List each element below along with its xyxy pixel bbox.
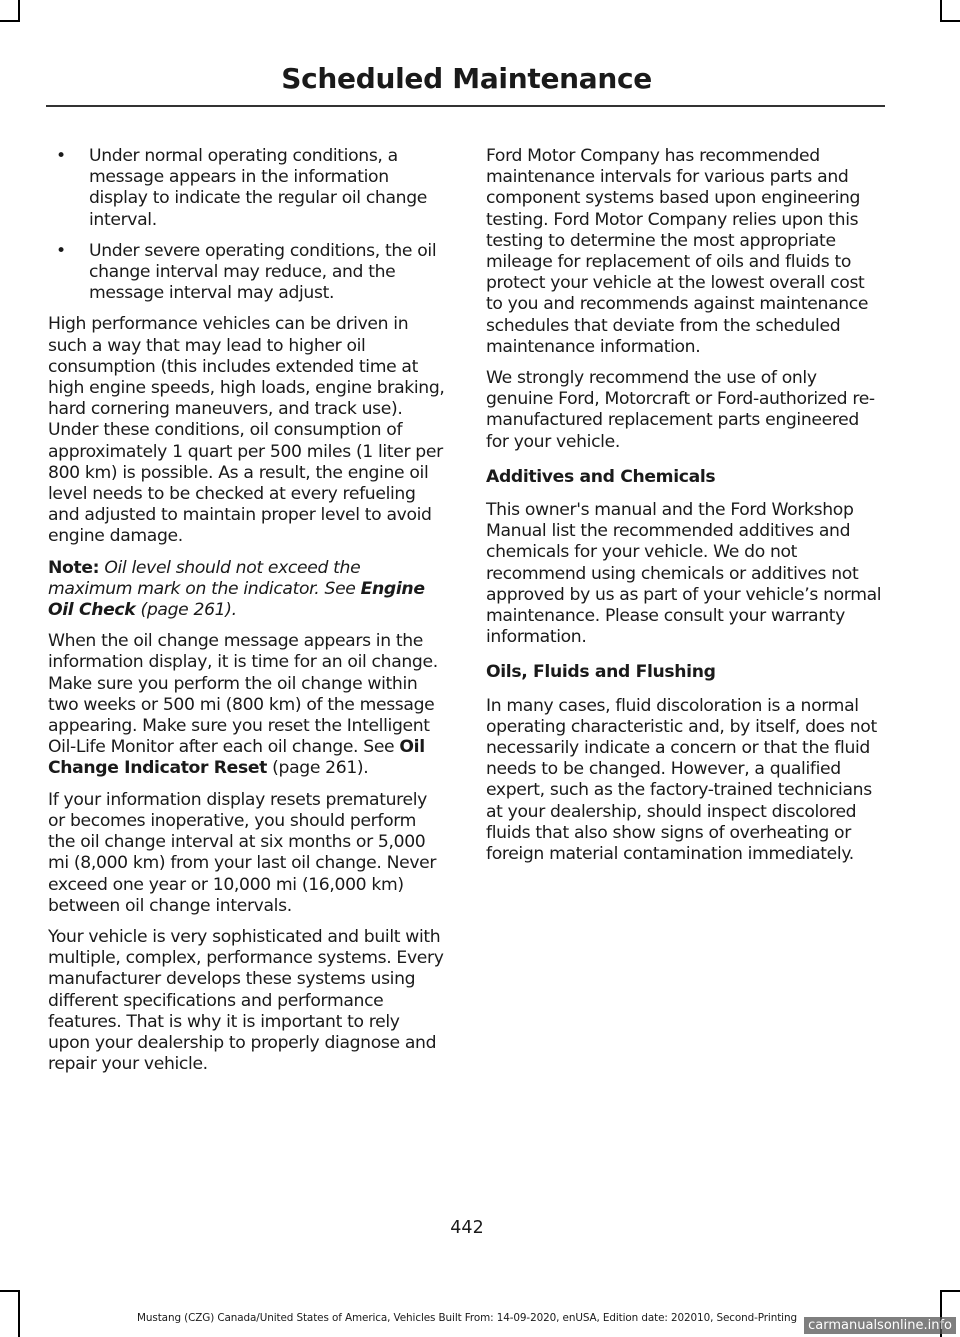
left-column xyxy=(48,146,446,1085)
header-rule xyxy=(46,105,885,107)
paragraph-genuine-parts: We strongly recommend the use of only genuine Ford, Motorcraft or Ford-authorized re-manufactured replacement parts engineered for your vehicle. xyxy=(486,368,875,452)
paragraph-sophisticated: Your vehicle is very sophisticated and built with multiple, complex, performance systems. Every manufacturer develops these systems using different specifications and performance features. That is why it is important to rely upon your dealership to properly diagnose and repair your vehicle. xyxy=(48,926,444,1075)
paragraph-oils-fluids: In many cases, fluid discoloration is a normal operating characteristic and, by itself, does not necessarily indicate a concern or that the fluid needs to be changed. However, a qualified expert, such as the factory-trained technicians at your dealership, should inspect discolored fluids that also show signs of overheating or foreign material contamination immediately. xyxy=(486,695,877,865)
note-page-ref: (page 261). xyxy=(140,600,237,621)
paragraph-oil-change xyxy=(48,631,446,779)
heading-additives: Additives and Chemicals xyxy=(486,466,716,487)
link-engine-oil-check[interactable]: Engine Oil Check xyxy=(48,578,425,621)
page-title: Scheduled Maintenance xyxy=(281,62,652,95)
note-text: Oil level should not exceed the maximum mark on the indicator. See xyxy=(48,557,361,599)
crop-mark-top-left-h xyxy=(0,20,20,22)
right-column xyxy=(486,146,884,875)
note-label: Note: xyxy=(48,557,100,578)
crop-mark-bottom-right-h xyxy=(940,1290,960,1292)
paragraph-additives: This owner's manual and the Ford Workshop Manual list the recommended additives and chemicals for your vehicle. We do not recommend using chemicals or additives not approved by us as part of your vehicle’s normal maintenance. Please consult your warranty information. xyxy=(486,500,882,648)
note-paragraph xyxy=(48,558,446,622)
crop-mark-top-right xyxy=(940,0,942,20)
page-number: 442 xyxy=(450,1218,484,1238)
bullet-severe-conditions: • Under severe operating conditions, the oil change interval may reduce, and the message interval may adjust. xyxy=(48,241,446,305)
crop-mark-bottom-left-h xyxy=(0,1290,20,1292)
oil-change-page-ref: (page 261). xyxy=(272,758,369,779)
watermark[interactable]: carmanualsonline.info xyxy=(804,1317,956,1334)
crop-mark-top-right-h xyxy=(940,20,960,22)
bullet-list xyxy=(48,146,446,304)
crop-mark-top-left xyxy=(18,0,20,20)
footer-edition: Mustang (CZG) Canada/United States of America, Vehicles Built From: 14-09-2020, enUSA, Edition date: 202010, Second-Printing xyxy=(137,1312,797,1324)
paragraph-ford-intervals: Ford Motor Company has recommended maintenance intervals for various parts and component systems based upon engineering testing. Ford Motor Company relies upon this testing to determine the most appropriate mileage for replacement of oils and fluids to protect your vehicle at the lowest overall cost to you and recommends against maintenance schedules that deviate from the scheduled maintenance information. xyxy=(486,146,869,357)
oil-change-text: When the oil change message appears in the information display, it is time for an oil change. Make sure you perform the oil change within two weeks or 500 mi (800 km) of the message appearing. Make sure you reset the Intelligent Oil-Life Monitor after each oil change. See xyxy=(48,631,438,758)
heading-oils-fluids: Oils, Fluids and Flushing xyxy=(486,662,716,683)
bullet-normal-conditions: • Under normal operating conditions, a message appears in the information display to indicate the regular oil change interval. xyxy=(48,146,446,231)
link-oil-change-indicator-reset[interactable]: Oil Change Indicator Reset xyxy=(48,737,425,779)
paragraph-display-resets: If your information display resets prematurely or becomes inoperative, you should perform the oil change interval at six months or 5,000 mi (8,000 km) from your last oil change. Never exceed one year or 10,000 mi (16,000 km) between oil change intervals. xyxy=(48,789,437,916)
paragraph-high-performance: High performance vehicles can be driven in such a way that may lead to higher oil consumption (this includes extended time at high engine speeds, high loads, engine braking, hard cornering maneuvers, and track use). Under these conditions, oil consumption of approximately 1 quart per 500 miles (1 liter per 800 km) is possible. As a result, the engine oil level needs to be checked at every refueling and adjusted to maintain proper level to avoid engine damage. xyxy=(48,314,445,547)
